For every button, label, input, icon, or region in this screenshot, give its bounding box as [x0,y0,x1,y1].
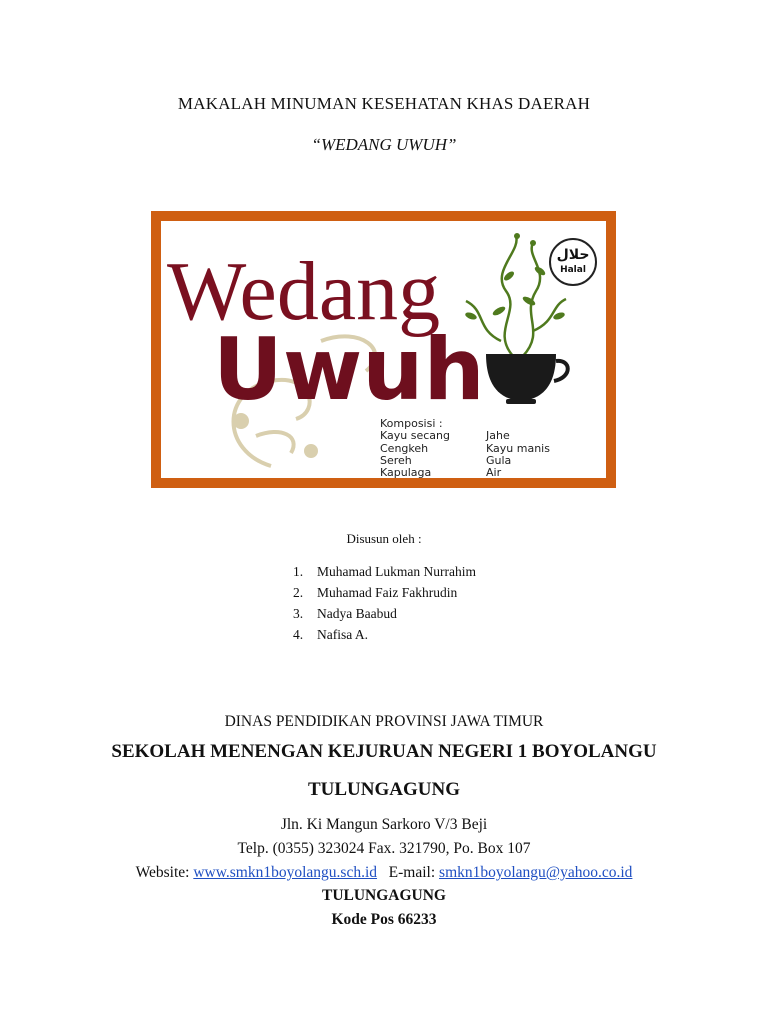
school-contact-line [0,864,768,882]
composition-item: Cengkeh [380,441,429,455]
website-label: Website: [135,864,194,881]
halal-label: Halal [560,265,586,275]
author-number: 3. [293,606,304,621]
school-city: TULUNGAGUNG [307,779,460,800]
author-number: 4. [293,627,304,642]
list-item [293,563,476,584]
document-title: MAKALAH MINUMAN KESEHATAN KHAS DAERAH [177,94,591,113]
authors-list [293,563,476,647]
composition-item: Air [486,466,502,478]
composition-item: Kapulaga [380,466,432,478]
author-name: Muhamad Lukman Nurrahim [317,564,476,579]
halal-badge-icon [549,238,597,286]
author-name: Nafisa A. [317,627,368,642]
school-name: SEKOLAH MENENGAN KEJURUAN NEGERI 1 BOYOLANGU [111,741,657,762]
email-link[interactable]: smkn1boyolangu@yahoo.co.id [439,864,633,881]
postal-code: Kode Pos 66233 [331,911,437,928]
department-name: DINAS PENDIDIKAN PROVINSI JAWA TIMUR [224,713,544,730]
poster-word-uwuh: Uwuh [213,320,485,420]
school-phone: Telp. (0355) 323024 Fax. 321790, Po. Box 107 [237,840,531,857]
composition-item: Gula [486,453,512,467]
composition-item: Sereh [380,453,412,467]
wedang-uwuh-poster [151,211,616,488]
composition-row [380,430,550,442]
author-name: Nadya Baabud [317,606,397,621]
composition-item: Kayu secang [380,429,450,443]
document-subtitle: “WEDANG UWUH” [311,135,457,154]
school-city-footer: TULUNGAGUNG [321,887,446,904]
author-number: 2. [293,585,304,600]
email-label: E-mail: [377,864,440,881]
composition-item: Kayu manis [486,441,550,455]
poster-word-wedang: Wedang [167,245,441,338]
composition-row [380,467,550,478]
list-item [293,605,476,626]
website-link[interactable]: www.smkn1boyolangu.sch.id [193,864,378,881]
list-item [293,584,476,605]
composition-item: Jahe [486,429,510,443]
author-number: 1. [293,564,304,579]
list-item [293,626,476,647]
composition-heading: Komposisi : [380,417,443,430]
school-address: Jln. Ki Mangun Sarkoro V/3 Beji [280,816,488,833]
author-name: Muhamad Faiz Fakhrudin [317,585,458,600]
poster-canvas [161,221,606,478]
cup-icon [486,354,568,404]
composition-list [380,418,550,478]
authors-heading: Disusun oleh : [346,531,422,546]
halal-arabic: حلال [556,247,590,263]
